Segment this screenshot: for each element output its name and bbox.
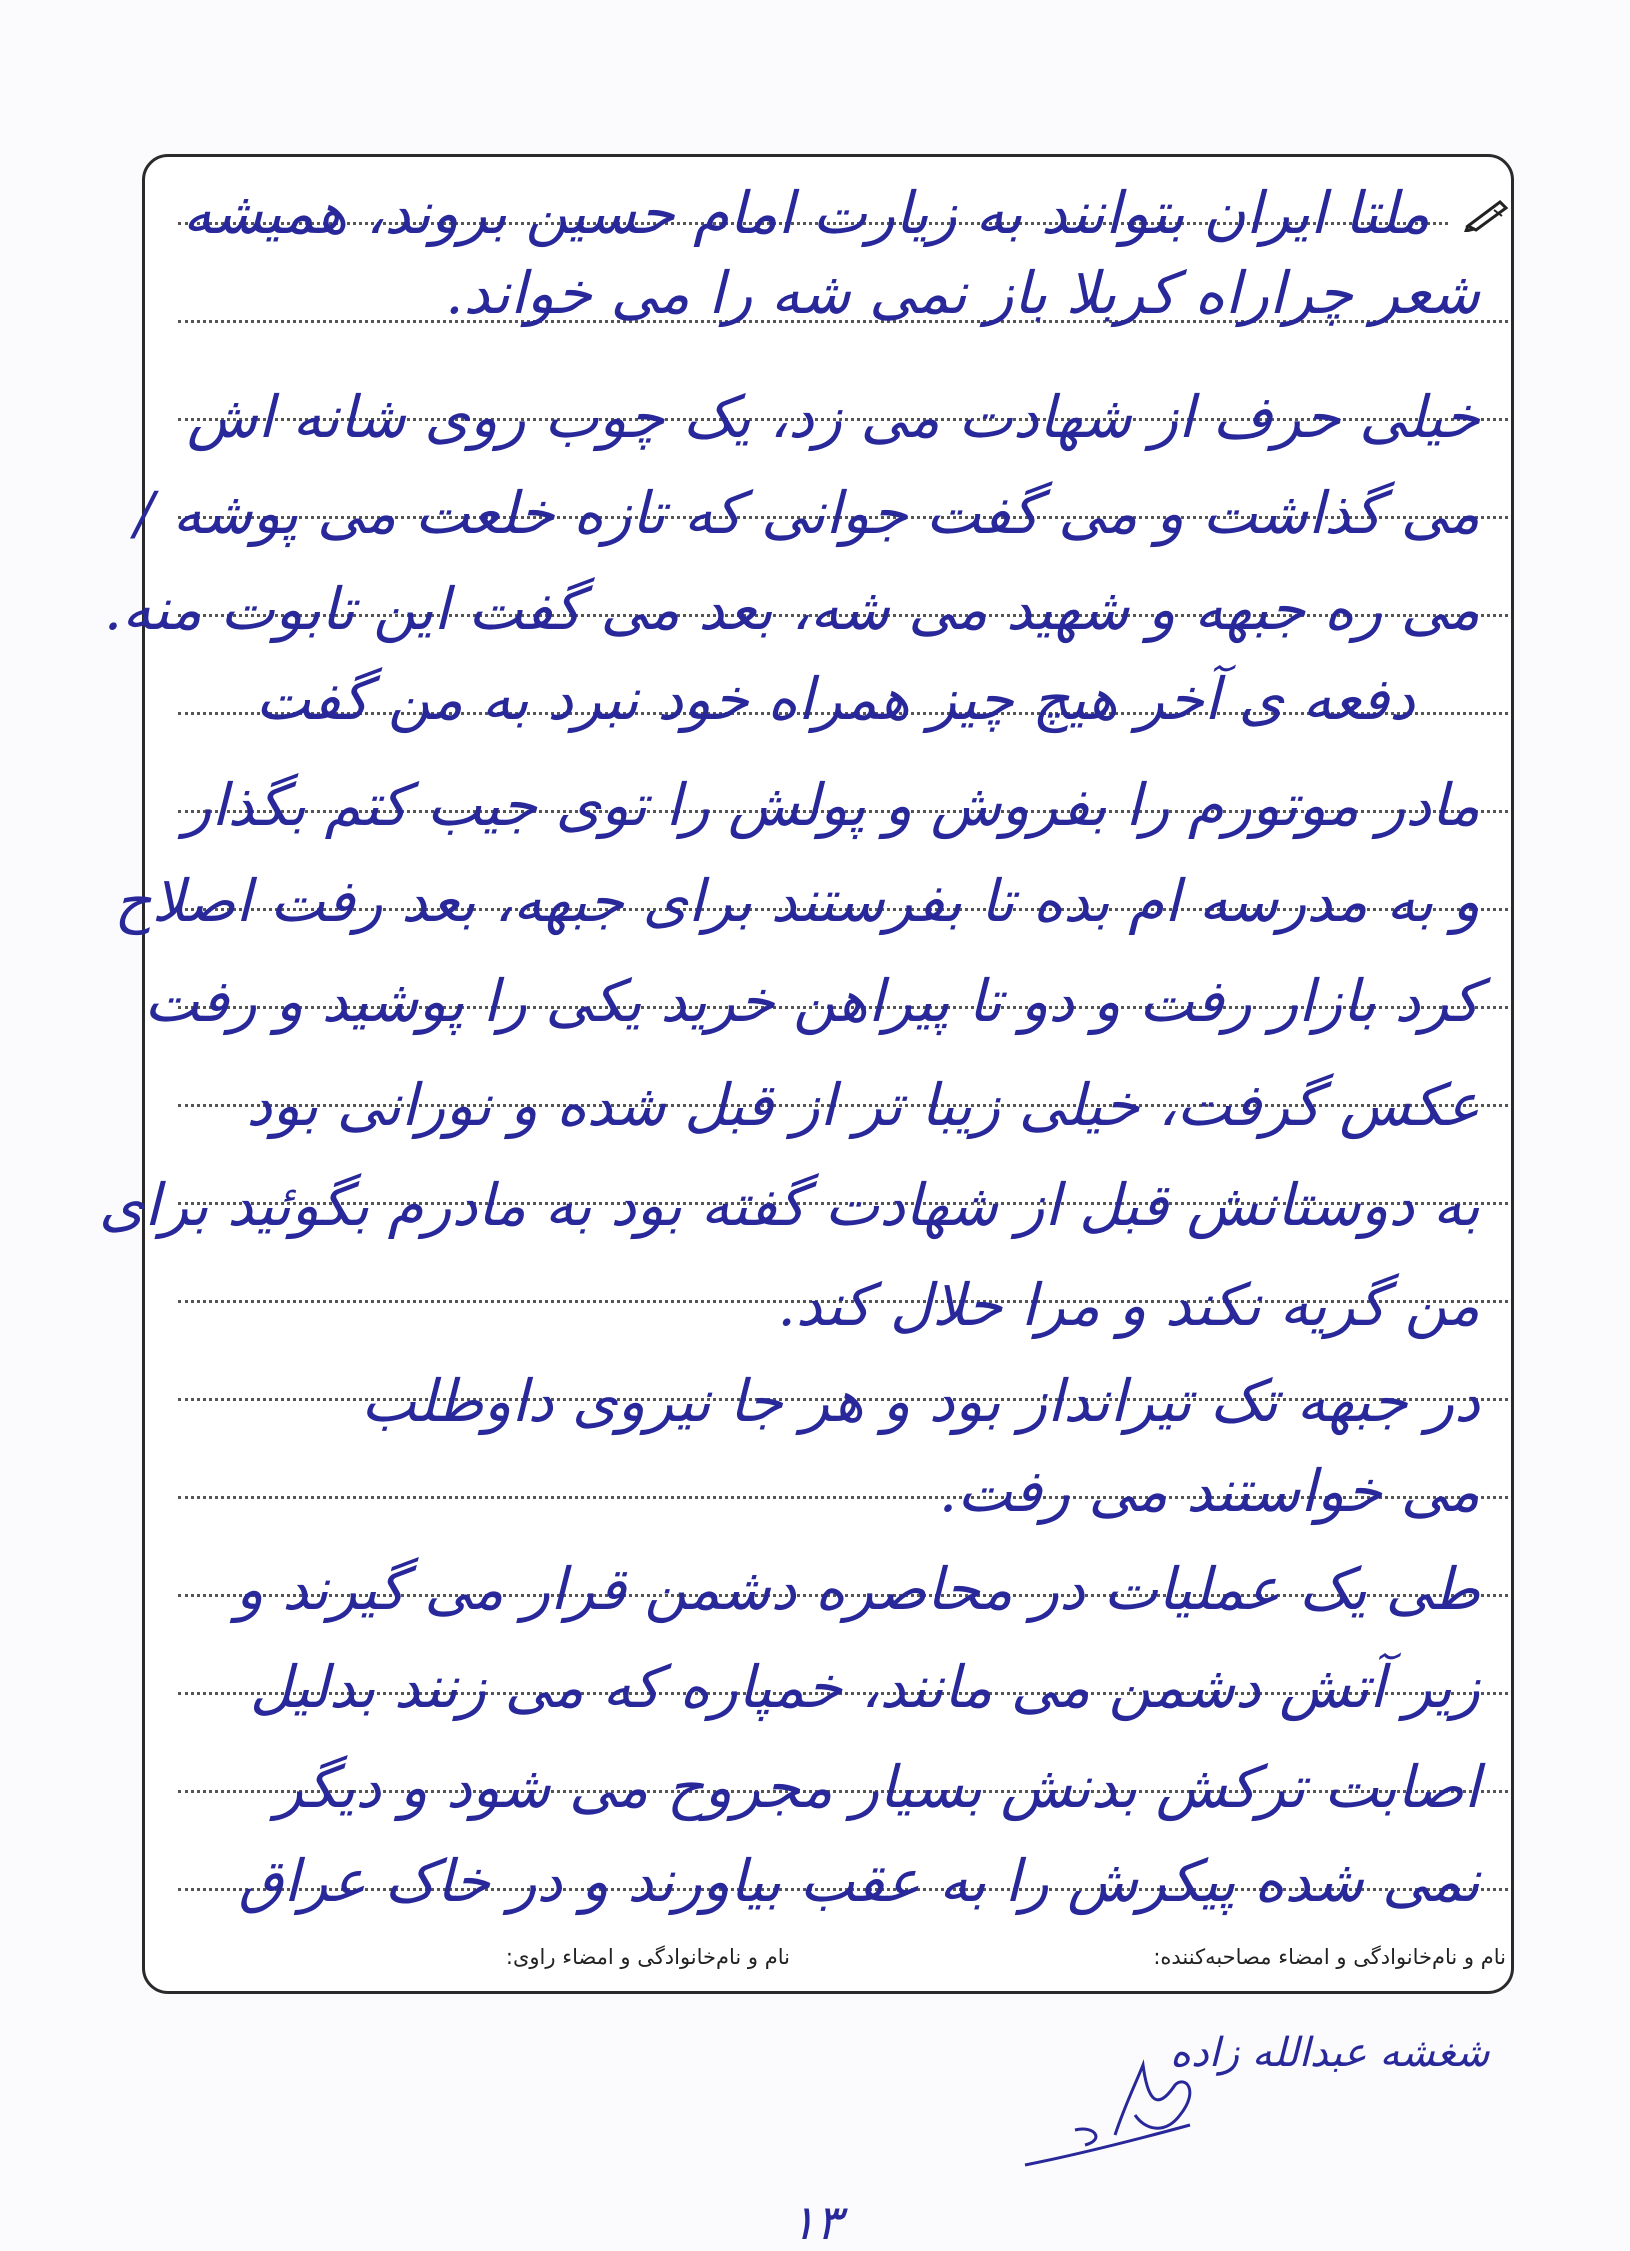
signature-name: شغشه عبدالله زاده	[1170, 2030, 1490, 2076]
handwritten-line: زیر آتش دشمن می مانند، خمپاره که می زنند بدلیل	[249, 1653, 1480, 1721]
interviewer-signature-label: نام و نام‌خانوادگی و امضاء مصاحبه‌کننده:	[1153, 1945, 1506, 1969]
handwritten-line: می ره جبهه و شهید می شه، بعد می گفت این تابوت منه.	[103, 575, 1480, 643]
narrator-signature-label: نام و نام‌خانوادگی و امضاء راوی:	[505, 1945, 790, 1969]
handwritten-line: در جبهه تک تیرانداز بود و هر جا نیروی داوطلب	[361, 1367, 1480, 1435]
handwritten-line: ملتا ایران بتوانند به زیارت امام حسین بروند، همیشه	[182, 179, 1430, 247]
handwritten-line: به دوستانش قبل از شهادت گفته بود به مادرم بگوئید برای	[98, 1171, 1480, 1239]
pen-icon	[1464, 196, 1510, 232]
handwritten-line: می گذاشت و می گفت جوانی که تازه خلعت می پوشه /	[134, 479, 1480, 547]
handwritten-line: دفعه ی آخر هیچ چیز همراه خود نبرد به من گفت	[255, 665, 1415, 733]
handwritten-line: مادر موتورم را بفروش و پولش را توی جیب کتم بگذار	[183, 771, 1480, 839]
handwritten-line: من گریه نکند و مرا حلال کند.	[777, 1271, 1480, 1339]
handwritten-line: خیلی حرف از شهادت می زد، یک چوب روی شانه اش	[186, 383, 1480, 451]
handwritten-line: عکس گرفت، خیلی زیبا تر از قبل شده و نورانی بود	[246, 1071, 1480, 1139]
handwritten-line: نمی شده پیکرش را به عقب بیاورند و در خاک عراق	[238, 1847, 1480, 1915]
handwritten-line: طی یک عملیات در محاصره دشمن قرار می گیرند و	[235, 1555, 1480, 1623]
page-number: ۱۳	[790, 2195, 842, 2251]
handwritten-line: اصابت ترکش بدنش بسیار مجروح می شود و دیگر	[275, 1753, 1480, 1821]
signature-mark-icon	[1015, 2045, 1225, 2175]
handwritten-line: کرد بازار رفت و دو تا پیراهن خرید یکی را پوشید و رفت	[144, 967, 1480, 1035]
handwritten-line: شعر چراراه کربلا باز نمی شه را می خواند.	[445, 259, 1480, 327]
handwritten-line: و به مدرسه ام بده تا بفرستند برای جبهه، بعد رفت اصلاح	[114, 867, 1480, 935]
handwritten-line: می خواستند می رفت.	[938, 1457, 1480, 1525]
